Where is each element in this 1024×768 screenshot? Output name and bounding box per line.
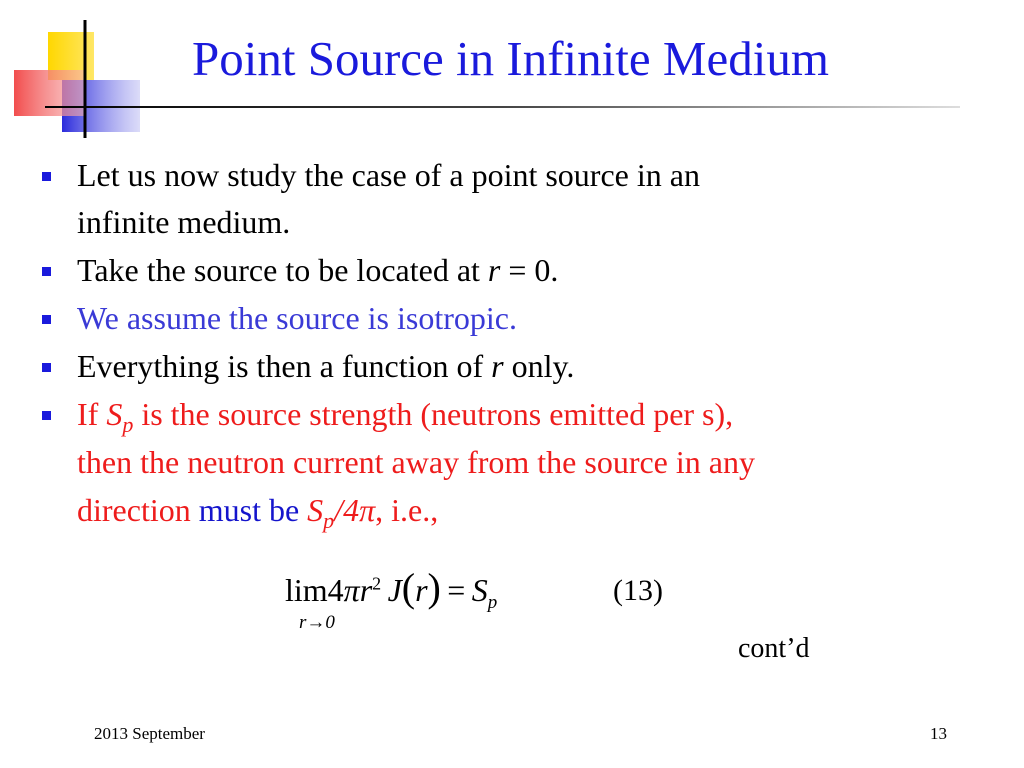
bullet-4-text: Everything is then a function of [77,348,492,384]
decorative-logo [0,0,180,150]
eq-rparen: ) [427,565,441,610]
equation-limit-subscript: r→0 [299,612,335,633]
slide-title: Point Source in Infinite Medium [192,31,829,86]
bullet-1-line-1: Let us now study the case of a point source in an [77,157,700,193]
bullet-4-tail: only. [503,348,575,384]
eq-lim: lim [285,572,328,608]
bullet-5-direction: direction [77,492,199,528]
eq-s: S [471,572,488,608]
bullet-5-ie: , i.e., [375,492,439,528]
bullet-marker [42,363,51,372]
eq-j: J [387,572,402,608]
bullet-marker [42,315,51,324]
bullet-4 [77,350,574,382]
bullet-2 [77,254,558,286]
eq-pi: π [343,572,360,608]
bullet-5-line-1 [77,398,733,437]
bullet-3: We assume the source is isotropic. [77,300,517,336]
eq-equals: = [447,572,466,608]
bullet-5-var-s2: S [307,492,324,528]
bullet-2-text: Take the source to be located at [77,252,488,288]
equation-main [285,565,498,614]
bullet-5-sub-p2: p [323,508,335,534]
bullet-2-variable: r [487,252,501,288]
bullet-5-pi: π [359,492,376,528]
bullet-marker [42,411,51,420]
eq-four: 4 [327,572,344,608]
title-divider [45,106,960,108]
bullet-2-tail: = 0. [500,252,559,288]
bullet-4-variable: r [491,348,504,384]
bullet-5-sub-p: p [122,412,134,438]
footer-date: 2013 September [94,724,205,743]
bullet-5-line-3 [77,494,438,533]
bullet-5-if: If [77,396,107,432]
bullet-marker [42,267,51,276]
bullet-1-line-2: infinite medium. [77,204,291,240]
bullet-5-text: is the source strength (neutrons emitted per s), [133,396,734,432]
eq-r-arg: r [415,572,428,608]
equation-13 [285,562,705,637]
page-number: 13 [930,724,947,743]
eq-sub-p: p [487,592,498,614]
eq-lparen: ( [401,565,416,610]
bullet-marker [42,172,51,181]
logo-red-square [14,70,84,116]
bullet-5-must-be: must be [198,492,308,528]
bullet-5-var-s: S [106,396,123,432]
equation-number: (13) [613,574,663,607]
continued-label: cont’d [738,633,810,664]
bullet-5-line-2: then the neutron current away from the source in any [77,444,755,480]
bullet-5-over-four: /4 [334,492,360,528]
eq-exponent: 2 [372,573,382,594]
eq-r: r [359,572,373,608]
